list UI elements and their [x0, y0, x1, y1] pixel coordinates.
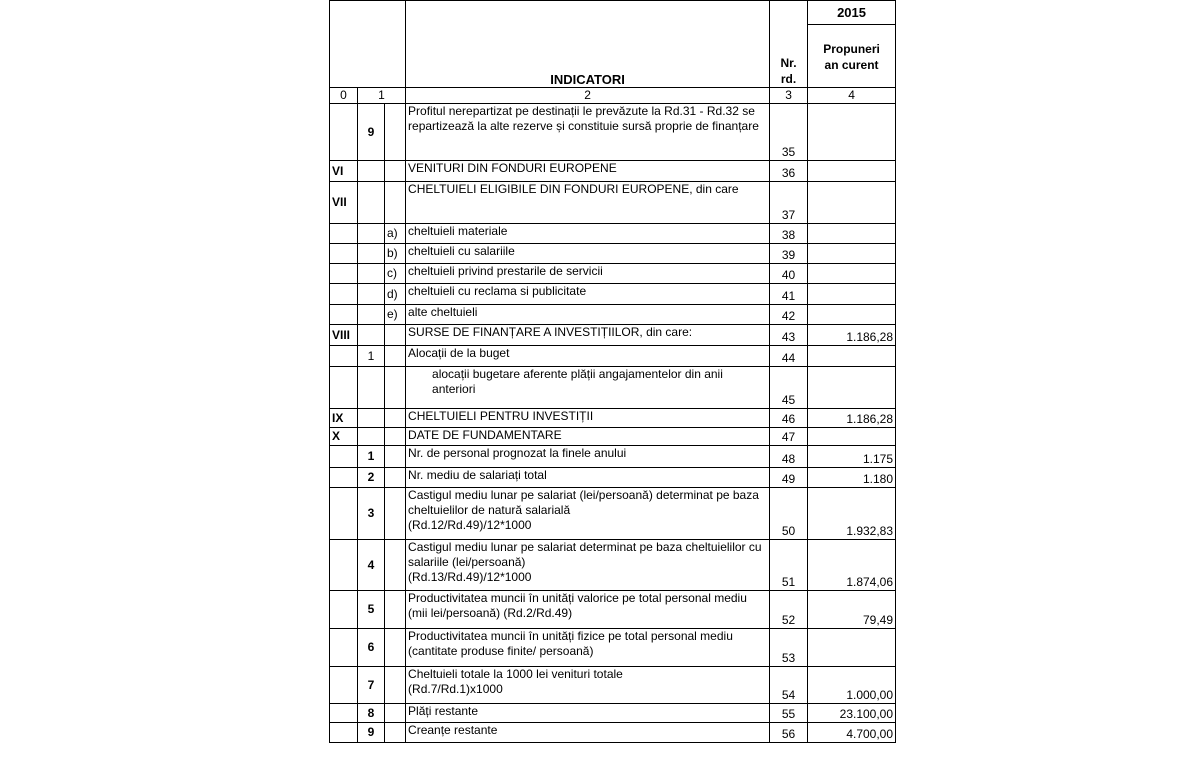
section-numeral-cell: VII: [330, 182, 358, 224]
row-number-cell: 42: [770, 305, 808, 325]
indicator-text-cell: Plăți restante: [406, 704, 770, 723]
row-number-cell: 49: [770, 468, 808, 488]
indicator-text-cell: cheltuieli cu reclama si publicitate: [406, 284, 770, 305]
indicator-text-cell: Profitul nerepartizat pe destinații le prevăzute la Rd.31 - Rd.32 se repartizează la alte rezerve și constituie sursă proprie de finanțare: [406, 104, 770, 161]
table-body: [330, 104, 896, 743]
indicator-text-cell: Nr. de personal prognozat la finele anului: [406, 446, 770, 468]
indicator-text-cell: CHELTUIELI PENTRU INVESTIȚII: [406, 409, 770, 428]
header-blank-cell: [330, 1, 406, 88]
sub-letter-cell: a): [385, 224, 406, 244]
row-number-cell: 41: [770, 284, 808, 305]
section-numeral-cell: [330, 629, 358, 667]
item-number-cell: 5: [358, 591, 385, 629]
row-number-cell: 36: [770, 161, 808, 182]
indicator-text-cell: alocații bugetare aferente plății angajamentelor din anii anteriori: [406, 367, 770, 409]
row-number-cell: 45: [770, 367, 808, 409]
section-numeral-cell: [330, 723, 358, 743]
table-row: [330, 723, 896, 743]
table-row: [330, 346, 896, 367]
table-row: [330, 182, 896, 224]
section-numeral-cell: [330, 305, 358, 325]
indicator-text-cell: cheltuieli materiale: [406, 224, 770, 244]
sub-letter-cell: [385, 161, 406, 182]
section-numeral-cell: [330, 667, 358, 704]
table-row: [330, 591, 896, 629]
item-number-cell: [358, 428, 385, 446]
table-row: [330, 409, 896, 428]
table-row: [330, 325, 896, 346]
sub-letter-cell: [385, 723, 406, 743]
table-row: [330, 305, 896, 325]
sub-letter-cell: [385, 667, 406, 704]
table-row: [330, 244, 896, 264]
row-number-cell: 38: [770, 224, 808, 244]
item-number-cell: [358, 367, 385, 409]
row-number-cell: 47: [770, 428, 808, 446]
sub-letter-cell: [385, 629, 406, 667]
section-numeral-cell: IX: [330, 409, 358, 428]
row-number-cell: 53: [770, 629, 808, 667]
index-row: [330, 88, 896, 104]
indicator-text-cell: cheltuieli privind prestarile de servicii: [406, 264, 770, 284]
value-cell: [808, 629, 896, 667]
value-cell: 79,49: [808, 591, 896, 629]
value-cell: 1.000,00: [808, 667, 896, 704]
table-row: [330, 264, 896, 284]
value-cell: [808, 264, 896, 284]
item-number-cell: 9: [358, 723, 385, 743]
item-number-cell: [358, 224, 385, 244]
sub-letter-cell: [385, 488, 406, 540]
value-cell: [808, 428, 896, 446]
item-number-cell: 4: [358, 540, 385, 591]
sub-letter-cell: [385, 540, 406, 591]
table-row: [330, 629, 896, 667]
item-number-cell: 3: [358, 488, 385, 540]
row-number-cell: 52: [770, 591, 808, 629]
sub-letter-cell: [385, 591, 406, 629]
section-numeral-cell: VIII: [330, 325, 358, 346]
table-row: [330, 540, 896, 591]
sub-letter-cell: [385, 704, 406, 723]
table-row: [330, 367, 896, 409]
indicator-text-cell: VENITURI DIN FONDURI EUROPENE: [406, 161, 770, 182]
value-cell: 1.874,06: [808, 540, 896, 591]
item-number-cell: 1: [358, 346, 385, 367]
table-row: [330, 446, 896, 468]
row-number-cell: 44: [770, 346, 808, 367]
table-row: [330, 704, 896, 723]
section-numeral-cell: [330, 346, 358, 367]
value-cell: [808, 244, 896, 264]
table-row: [330, 284, 896, 305]
index-cell: 0: [330, 88, 358, 104]
value-cell: 1.180: [808, 468, 896, 488]
section-numeral-cell: X: [330, 428, 358, 446]
sub-letter-cell: [385, 367, 406, 409]
item-number-cell: 1: [358, 446, 385, 468]
section-numeral-cell: [330, 244, 358, 264]
sub-letter-cell: [385, 346, 406, 367]
indicator-text-cell: SURSE DE FINANȚARE A INVESTIȚIILOR, din care:: [406, 325, 770, 346]
sub-letter-cell: e): [385, 305, 406, 325]
indicator-text-cell: Castigul mediu lunar pe salariat determinat pe baza cheltuielilor cu salariile (lei/persoană) (Rd.13/Rd.49)/12*1000: [406, 540, 770, 591]
sub-letter-cell: b): [385, 244, 406, 264]
item-number-cell: [358, 409, 385, 428]
item-number-cell: 2: [358, 468, 385, 488]
sub-letter-cell: [385, 409, 406, 428]
indicator-text-cell: DATE DE FUNDAMENTARE: [406, 428, 770, 446]
indicator-text-cell: Castigul mediu lunar pe salariat (lei/persoană) determinat pe baza cheltuielilor de natură salarială (Rd.12/Rd.49)/12*1000: [406, 488, 770, 540]
indicator-text-cell: alte cheltuieli: [406, 305, 770, 325]
value-cell: 1.175: [808, 446, 896, 468]
row-number-cell: 37: [770, 182, 808, 224]
row-number-cell: 39: [770, 244, 808, 264]
item-number-cell: [358, 244, 385, 264]
sub-letter-cell: [385, 104, 406, 161]
section-numeral-cell: [330, 264, 358, 284]
item-number-cell: [358, 325, 385, 346]
item-number-cell: [358, 264, 385, 284]
item-number-cell: 9: [358, 104, 385, 161]
value-cell: [808, 367, 896, 409]
section-numeral-cell: [330, 591, 358, 629]
index-cell: 1: [358, 88, 406, 104]
item-number-cell: [358, 161, 385, 182]
section-numeral-cell: [330, 540, 358, 591]
table-row: [330, 161, 896, 182]
value-cell: 1.186,28: [808, 409, 896, 428]
row-number-cell: 46: [770, 409, 808, 428]
row-number-cell: 40: [770, 264, 808, 284]
header-indicators: INDICATORI: [406, 1, 770, 88]
value-cell: [808, 224, 896, 244]
indicator-text-cell: Creanțe restante: [406, 723, 770, 743]
index-cell: 3: [770, 88, 808, 104]
value-cell: [808, 346, 896, 367]
section-numeral-cell: [330, 468, 358, 488]
header-proposals: Propuneri an curent: [823, 42, 880, 72]
indicator-text-cell: CHELTUIELI ELIGIBILE DIN FONDURI EUROPENE, din care: [406, 182, 770, 224]
section-numeral-cell: [330, 367, 358, 409]
value-cell: 23.100,00: [808, 704, 896, 723]
value-cell: [808, 284, 896, 305]
table-row: [330, 468, 896, 488]
header-nr-rd: Nr. rd.: [770, 1, 808, 88]
value-cell: [808, 182, 896, 224]
sub-letter-cell: d): [385, 284, 406, 305]
item-number-cell: 6: [358, 629, 385, 667]
indicator-text-cell: cheltuieli cu salariile: [406, 244, 770, 264]
table-row: [330, 488, 896, 540]
section-numeral-cell: [330, 284, 358, 305]
value-cell: 1.186,28: [808, 325, 896, 346]
row-number-cell: 43: [770, 325, 808, 346]
table-row: [330, 224, 896, 244]
sub-letter-cell: [385, 446, 406, 468]
value-cell: 4.700,00: [808, 723, 896, 743]
indicator-text-cell: Cheltuieli totale la 1000 lei venituri totale (Rd.7/Rd.1)x1000: [406, 667, 770, 704]
item-number-cell: 7: [358, 667, 385, 704]
sub-letter-cell: [385, 428, 406, 446]
sub-letter-cell: [385, 468, 406, 488]
indicator-text-cell: Productivitatea muncii în unități fizice pe total personal mediu (cantitate produse finite/ persoană): [406, 629, 770, 667]
header-year: 2015: [808, 2, 895, 25]
value-cell: [808, 305, 896, 325]
indicator-text-cell: Nr. mediu de salariați total: [406, 468, 770, 488]
sub-letter-cell: [385, 325, 406, 346]
table-row: [330, 667, 896, 704]
section-numeral-cell: VI: [330, 161, 358, 182]
index-cell: 2: [406, 88, 770, 104]
row-number-cell: 54: [770, 667, 808, 704]
section-numeral-cell: [330, 446, 358, 468]
value-cell: [808, 161, 896, 182]
item-number-cell: 8: [358, 704, 385, 723]
item-number-cell: [358, 284, 385, 305]
row-number-cell: 51: [770, 540, 808, 591]
indicator-text-cell: Productivitatea muncii în unități valorice pe total personal mediu (mii lei/persoană) (Rd.2/Rd.49): [406, 591, 770, 629]
sub-letter-cell: [385, 182, 406, 224]
section-numeral-cell: [330, 704, 358, 723]
item-number-cell: [358, 305, 385, 325]
row-number-cell: 56: [770, 723, 808, 743]
section-numeral-cell: [330, 488, 358, 540]
index-cell: 4: [808, 88, 896, 104]
row-number-cell: 35: [770, 104, 808, 161]
row-number-cell: 48: [770, 446, 808, 468]
row-number-cell: 55: [770, 704, 808, 723]
indicator-text-cell: Alocații de la buget: [406, 346, 770, 367]
table-row: [330, 104, 896, 161]
header-value-cell: [808, 1, 896, 88]
sub-letter-cell: c): [385, 264, 406, 284]
header-row: [330, 1, 896, 88]
value-cell: 1.932,83: [808, 488, 896, 540]
section-numeral-cell: [330, 104, 358, 161]
indicators-table: [329, 0, 896, 743]
value-cell: [808, 104, 896, 161]
item-number-cell: [358, 182, 385, 224]
row-number-cell: 50: [770, 488, 808, 540]
table-row: [330, 428, 896, 446]
section-numeral-cell: [330, 224, 358, 244]
